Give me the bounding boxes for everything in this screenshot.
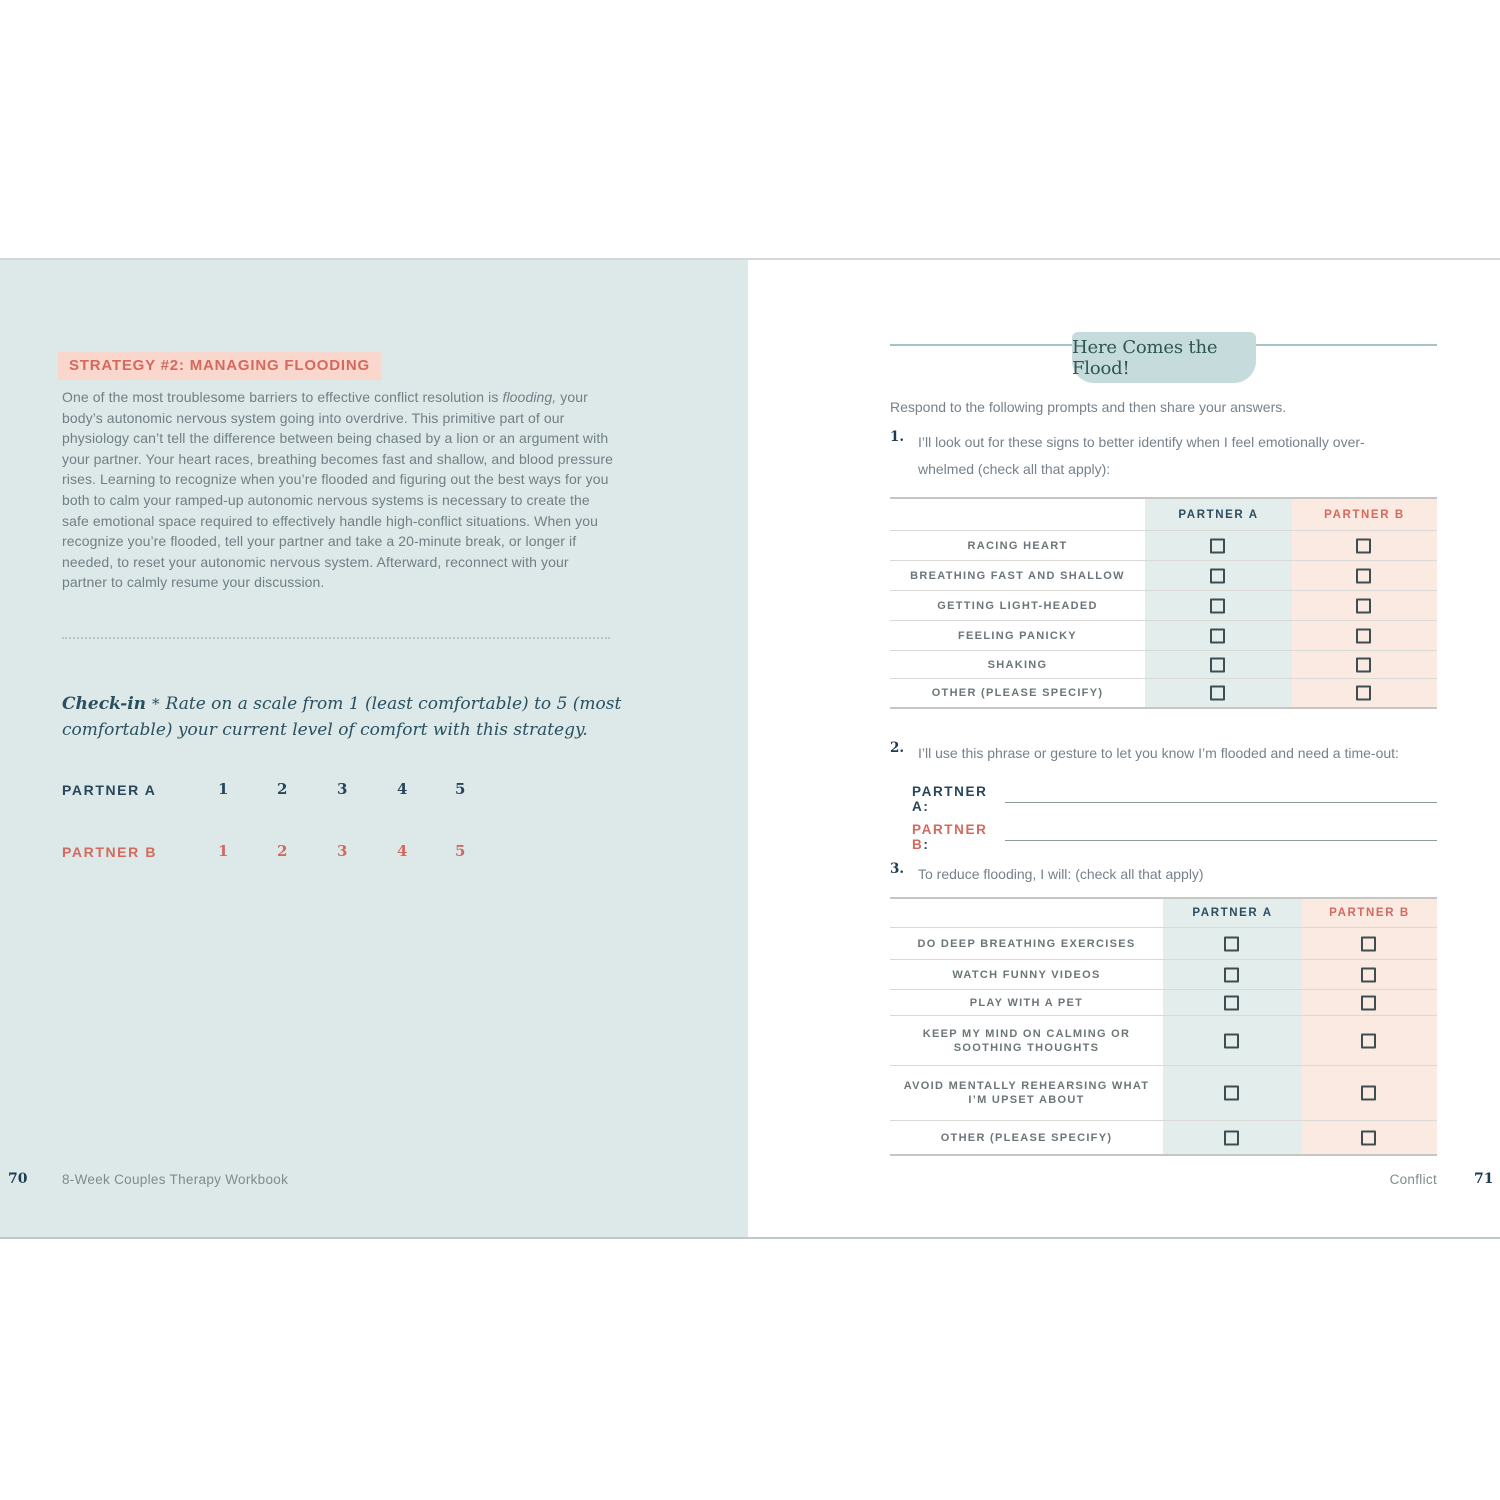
partner-b-fill-label: PARTNER B:: [912, 822, 988, 852]
partner-a-scale: [62, 780, 622, 802]
scale-number[interactable]: 1: [218, 842, 229, 860]
question-1-number: 1.: [890, 429, 905, 445]
partner-a-checkbox[interactable]: [1224, 936, 1239, 951]
strategy-heading: STRATEGY #2: MANAGING FLOODING: [58, 352, 381, 380]
page-bottom-edge: [0, 1237, 1500, 1239]
table-row: [890, 959, 1437, 989]
paragraph-italic-term: flooding,: [502, 389, 557, 405]
flood-badge: Here Comes the Flood!: [1072, 332, 1256, 383]
table-header-row: [890, 499, 1437, 530]
scale-number[interactable]: 4: [397, 842, 408, 860]
question-3-text: [918, 861, 1204, 888]
signs-table: [890, 497, 1437, 709]
question-line: To reduce flooding, I will: (check all that apply): [918, 866, 1204, 882]
paragraph-text: your body’s autonomic nervous system going into overdrive. This primitive part of our physiology can’t tell the difference between being chased by a lion or an argument with your partner. Your heart races, breathing becomes fast and shallow, and blood pressure rises. Learning to recognize when you’re flooded and figuring out the best ways for you both to calm your ramped-up autonomic nervous systems is necessary to create the safe emotional space required to effectively handle high-conflict situations. When you recognize you’re flooded, tell your partner and take a 20-minute break, or longer if needed, to reset your autonomic nervous system. Afterward, reconnect with your partner to calmly resume your discussion.: [62, 389, 614, 591]
partner-b-label: PARTNER B: [62, 844, 158, 860]
table-row: [890, 927, 1437, 959]
partner-b-checkbox[interactable]: [1361, 1033, 1376, 1048]
partner-a-response-line[interactable]: [1005, 782, 1437, 803]
partner-a-checkbox[interactable]: [1210, 628, 1225, 643]
partner-b-checkbox[interactable]: [1356, 568, 1371, 583]
book-title-footer: 8-Week Couples Therapy Workbook: [62, 1172, 289, 1187]
partner-b-checkbox[interactable]: [1356, 657, 1371, 672]
partner-a-checkbox[interactable]: [1210, 598, 1225, 613]
partner-b-checkbox[interactable]: [1356, 686, 1371, 701]
partner-a-checkbox[interactable]: [1210, 686, 1225, 701]
table-row-label: SHAKING: [987, 658, 1048, 671]
page-top-edge: [0, 258, 1500, 260]
partner-b-checkbox[interactable]: [1361, 1130, 1376, 1145]
partner-a-checkbox[interactable]: [1210, 568, 1225, 583]
partner-b-scale: [62, 842, 622, 864]
scale-number[interactable]: 1: [218, 780, 229, 798]
table-row-label: AVOID MENTALLY REHEARSING WHAT I’M UPSET ABOUT: [903, 1080, 1150, 1106]
partner-b-checkbox[interactable]: [1356, 628, 1371, 643]
table-header-partner-a: PARTNER A: [1192, 907, 1273, 919]
partner-a-checkbox[interactable]: [1224, 1033, 1239, 1048]
scale-number[interactable]: 2: [277, 842, 288, 860]
table-row-label: BREATHING FAST AND SHALLOW: [910, 569, 1125, 582]
table-row-label: WATCH FUNNY VIDEOS: [952, 968, 1101, 981]
table-header-partner-a: PARTNER A: [1178, 508, 1259, 521]
partner-b-response-line[interactable]: [1005, 820, 1437, 841]
partner-a-checkbox[interactable]: [1224, 1130, 1239, 1145]
partner-a-checkbox[interactable]: [1210, 538, 1225, 553]
scale-number[interactable]: 3: [337, 842, 348, 860]
page-number-left: 70: [8, 1171, 28, 1187]
table-row: [890, 678, 1437, 707]
table-row: [890, 1065, 1437, 1120]
table-header-partner-b: PARTNER B: [1324, 508, 1405, 521]
partner-a-checkbox[interactable]: [1224, 967, 1239, 982]
table-row: [890, 989, 1437, 1015]
table-row: [890, 530, 1437, 560]
question-line: whelmed (check all that apply):: [918, 461, 1111, 477]
partner-b-checkbox[interactable]: [1361, 936, 1376, 951]
partner-b-checkbox[interactable]: [1361, 967, 1376, 982]
strategies-table: [890, 897, 1437, 1156]
table-row-label: PLAY WITH A PET: [969, 996, 1084, 1009]
table-row-label: DO DEEP BREATHING EXERCISES: [917, 937, 1136, 950]
table-row: [890, 590, 1437, 620]
checkin-label: Check-in: [62, 694, 147, 714]
paragraph-text: One of the most troublesome barriers to effective conflict resolution is: [62, 389, 503, 405]
table-row-label: GETTING LIGHT-HEADED: [937, 599, 1098, 612]
dotted-divider: [62, 637, 610, 639]
question-line: I’ll use this phrase or gesture to let you know I’m flooded and need a time-out:: [918, 745, 1399, 761]
body-paragraph: [62, 387, 614, 593]
table-header-row: [890, 899, 1437, 927]
table-row-label: OTHER (PLEASE SPECIFY): [940, 1131, 1113, 1144]
partner-a-checkbox[interactable]: [1224, 1086, 1239, 1101]
table-row: [890, 1120, 1437, 1154]
table-row-label: OTHER (PLEASE SPECIFY): [931, 687, 1104, 699]
scale-number[interactable]: 5: [455, 780, 466, 798]
partner-b-checkbox[interactable]: [1356, 538, 1371, 553]
table-row: [890, 560, 1437, 590]
table-row: [890, 650, 1437, 678]
asterisk-icon: *: [152, 695, 160, 713]
table-row-label: KEEP MY MIND ON CALMING OR SOOTHING THOUGHTS: [922, 1027, 1131, 1054]
partner-a-checkbox[interactable]: [1210, 657, 1225, 672]
table-header-partner-b: PARTNER B: [1329, 907, 1410, 919]
checkin-heading: [62, 691, 624, 743]
question-1-text: [918, 429, 1365, 483]
scale-number[interactable]: 4: [397, 780, 408, 798]
partner-b-checkbox[interactable]: [1356, 598, 1371, 613]
table-row: [890, 1015, 1437, 1065]
question-2-text: [918, 740, 1399, 767]
partner-b-checkbox[interactable]: [1361, 1086, 1376, 1101]
partner-b-checkbox[interactable]: [1361, 995, 1376, 1010]
partner-a-label: PARTNER A: [62, 782, 157, 798]
question-line: I’ll look out for these signs to better identify when I feel emotionally over-: [918, 434, 1365, 450]
checkin-text: Rate on a scale from 1 (least comfortable) to 5 (most comfortable) your current level of comfort with this strategy.: [62, 694, 622, 740]
scale-number[interactable]: 3: [337, 780, 348, 798]
table-row-label: FEELING PANICKY: [958, 629, 1077, 642]
table-row-label: RACING HEART: [967, 539, 1068, 552]
worksheet-intro: Respond to the following prompts and then share your answers.: [890, 399, 1287, 415]
scale-number[interactable]: 5: [455, 842, 466, 860]
question-2-number: 2.: [890, 740, 905, 756]
question-3-number: 3.: [890, 861, 905, 877]
scale-number[interactable]: 2: [277, 780, 288, 798]
partner-a-checkbox[interactable]: [1224, 995, 1239, 1010]
page-number-right: 71: [1474, 1171, 1494, 1187]
section-footer: Conflict: [1389, 1172, 1437, 1187]
table-row: [890, 620, 1437, 650]
partner-a-fill-label: PARTNER A:: [912, 784, 988, 814]
